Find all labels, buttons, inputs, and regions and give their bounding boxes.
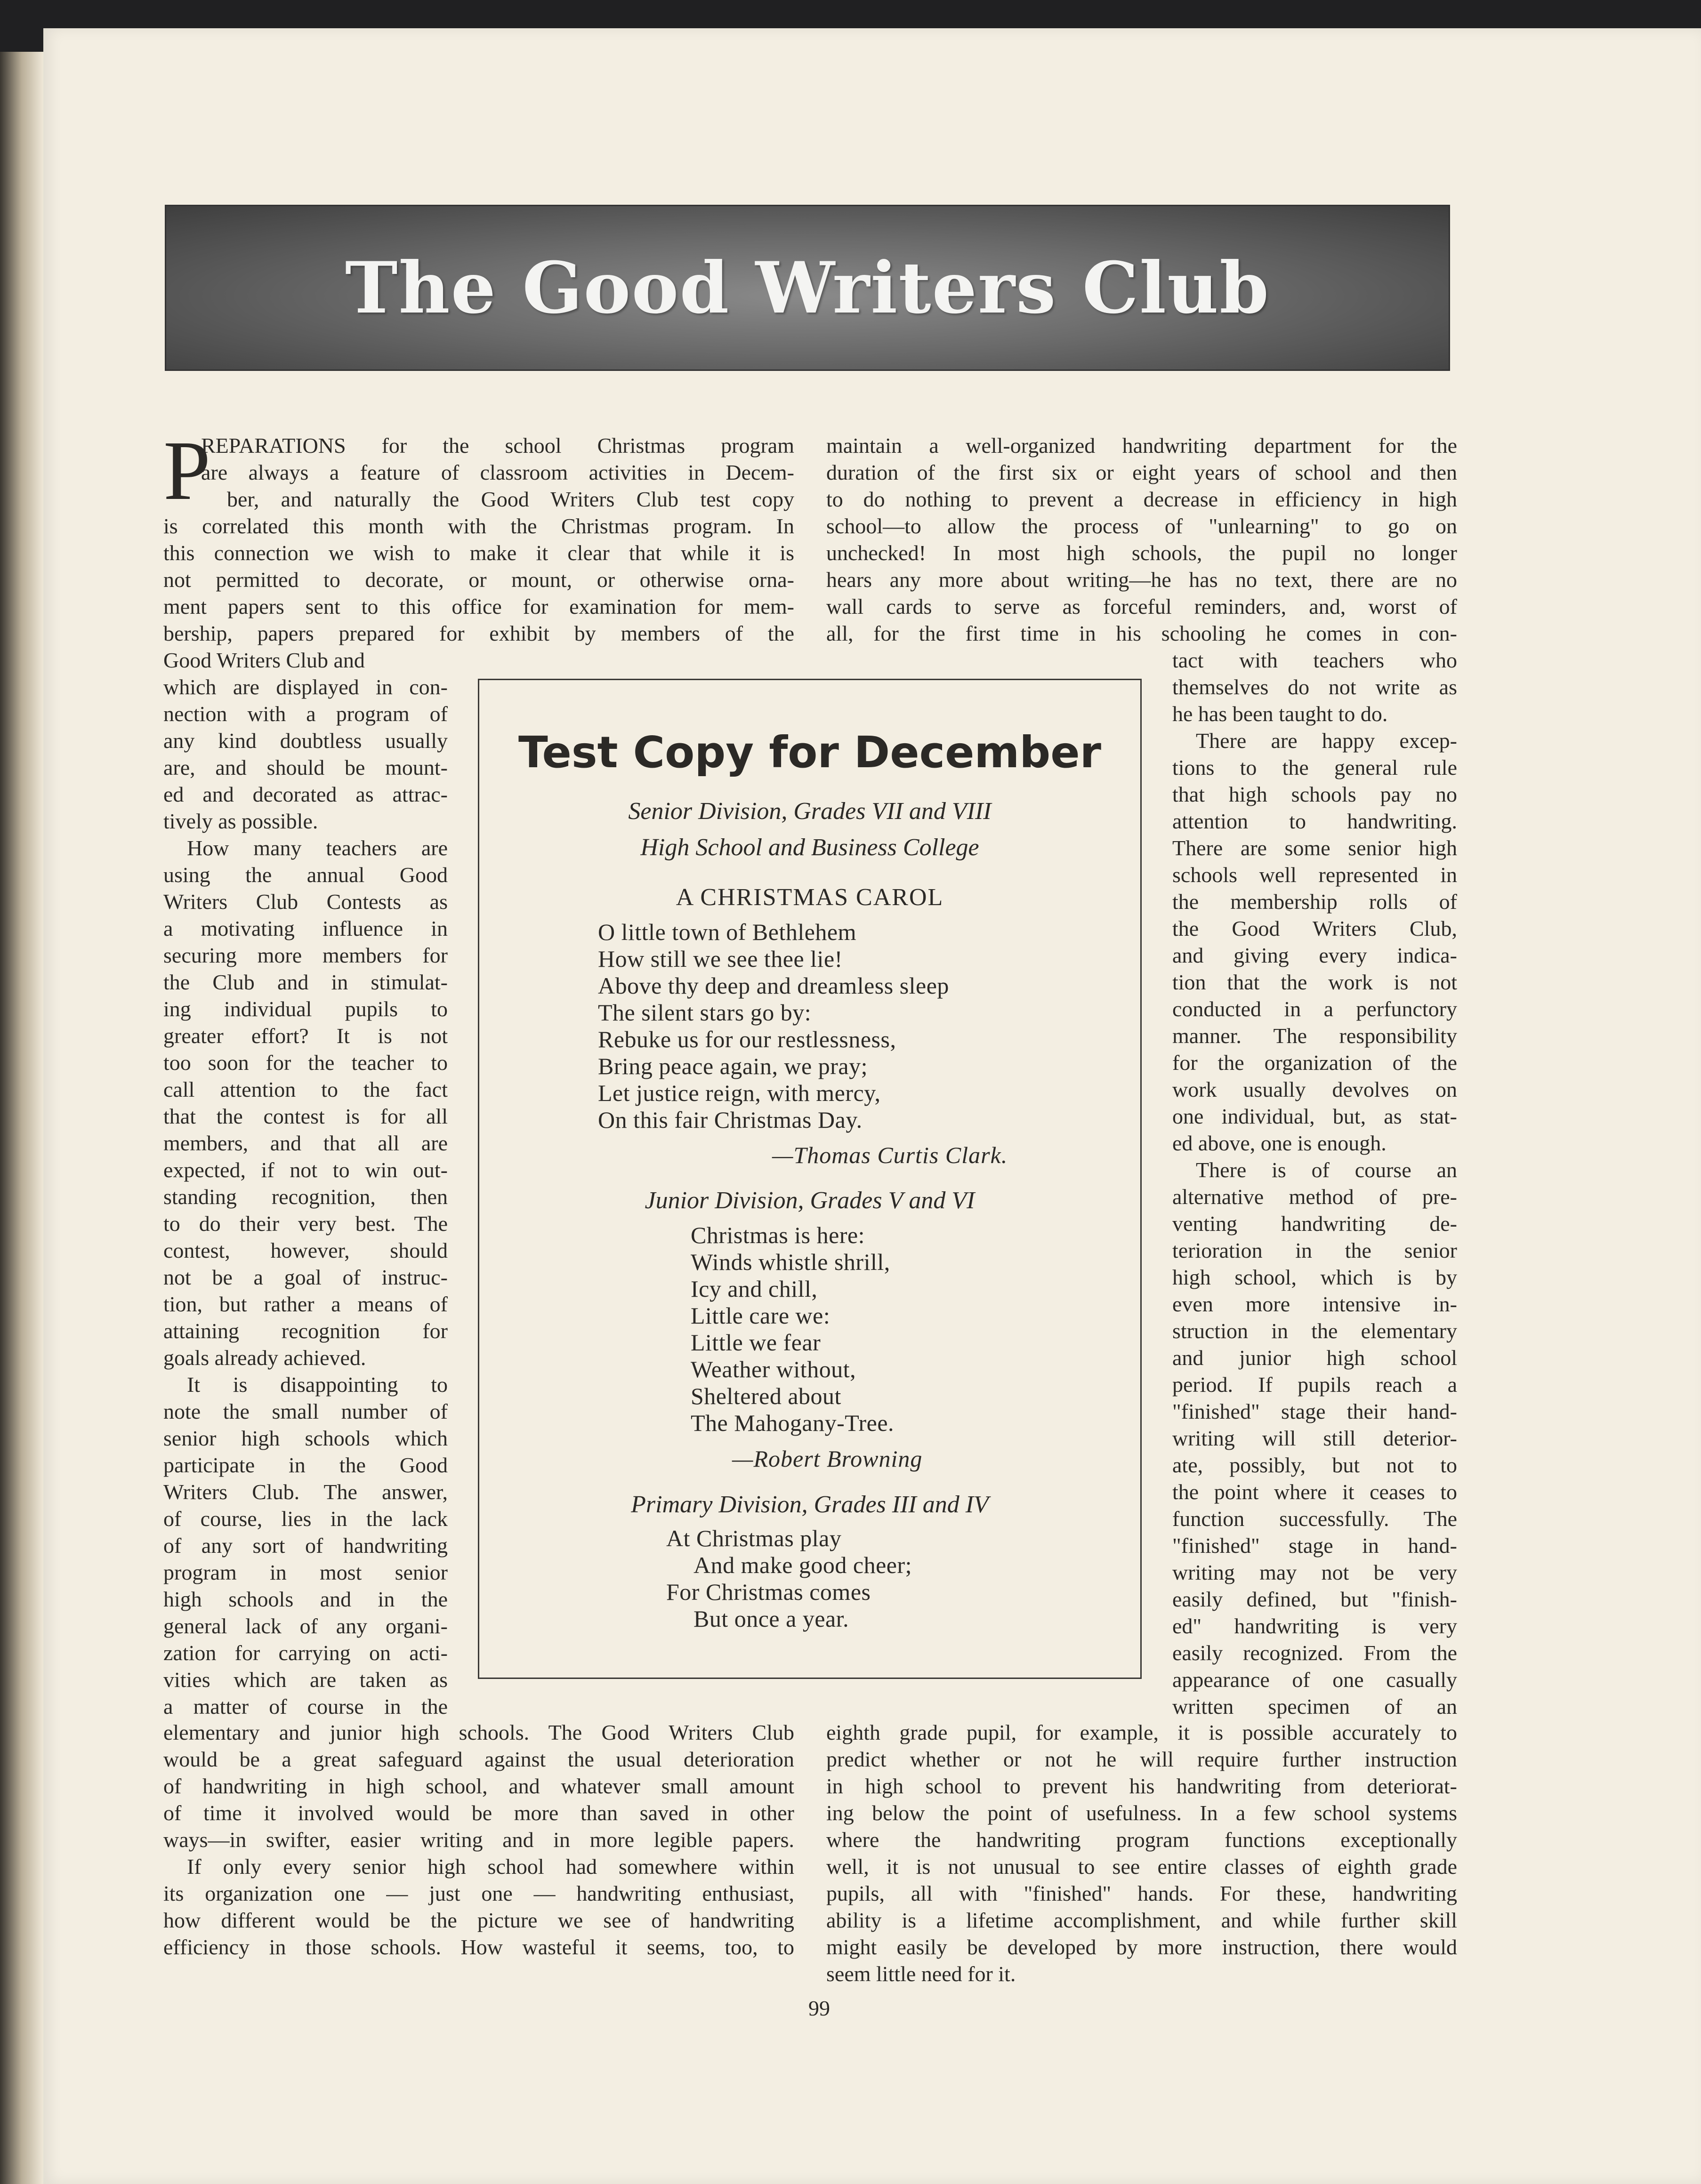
text-line: hears any more about writing—he has no text, there are no	[826, 568, 1457, 592]
text-line: its organization one — just one — handwriting enthusiast,	[163, 1881, 794, 1905]
text-line: ing individual pupils to	[163, 997, 448, 1021]
text-line: securing more members for	[163, 943, 448, 967]
text-line: struction in the elementary	[1172, 1319, 1457, 1343]
text-line: standing recognition, then	[163, 1185, 448, 1209]
text-line: the point where it ceases to	[1172, 1480, 1457, 1504]
drop-cap: P	[163, 424, 211, 517]
text-line: bership, papers prepared for exhibit by members of the	[163, 621, 794, 645]
poem-line: Little we fear	[691, 1329, 821, 1356]
test-copy-title: Test Copy for December	[518, 727, 1102, 778]
text-line: a motivating influence in	[163, 916, 448, 940]
text-line: ber, and naturally the Good Writers Club test copy	[227, 487, 794, 511]
text-line: ways—in swifter, easier writing and in more legible papers.	[163, 1828, 794, 1852]
text-line: work usually devolves on	[1172, 1077, 1457, 1101]
text-line: Writers Club Contests as	[163, 890, 448, 914]
carol-poem	[598, 919, 949, 1133]
text-line: predict whether or not he will require further instruction	[826, 1747, 1457, 1771]
text-line: might easily be developed by more instruction, there would	[826, 1935, 1457, 1959]
text-line: to do nothing to prevent a decrease in efficiency in high	[826, 487, 1457, 511]
text-line: one individual, but, as stat-	[1172, 1104, 1457, 1128]
text-line: ed above, one is enough.	[1172, 1131, 1387, 1155]
text-line: program in most senior	[163, 1560, 448, 1584]
text-line: attaining recognition for	[163, 1319, 448, 1343]
poem-line: Christmas is here:	[691, 1222, 865, 1248]
senior-division-subheading: High School and Business College	[640, 834, 979, 861]
text-line: participate in the Good	[163, 1453, 448, 1477]
junior-author: —Robert Browning	[732, 1445, 923, 1472]
text-line: alternative method of pre-	[1172, 1185, 1457, 1209]
text-line: schools well represented in	[1172, 863, 1457, 887]
poem-line: The Mahogany-Tree.	[691, 1410, 895, 1436]
text-line: high schools and in the	[163, 1587, 448, 1611]
text-line: There are happy excep-	[1196, 729, 1457, 753]
text-line: There is of course an	[1196, 1158, 1457, 1182]
text-line: using the annual Good	[163, 863, 448, 887]
text-line: would be a great safeguard against the usual deterioration	[163, 1747, 794, 1771]
poem-line: And make good cheer;	[693, 1552, 912, 1578]
text-line: of any sort of handwriting	[163, 1534, 448, 1558]
text-line: zation for carrying on acti-	[163, 1641, 448, 1665]
text-line: REPARATIONS for the school Christmas program	[201, 434, 794, 458]
text-line: how different would be the picture we see of handwriting	[163, 1908, 794, 1932]
poem-line: Weather without,	[691, 1356, 856, 1382]
text-line: all, for the first time in his schooling he comes in con-	[826, 621, 1457, 645]
text-line: of time it involved would be more than saved in other	[163, 1801, 794, 1825]
text-line: period. If pupils reach a	[1172, 1373, 1457, 1397]
col2-top-text	[826, 432, 1457, 647]
junior-poem	[691, 1222, 894, 1437]
text-line: well, it is not unusual to see entire classes of eighth grade	[826, 1855, 1457, 1879]
poem-line: On this fair Christmas Day.	[598, 1107, 863, 1133]
text-line: to do their very best. The	[163, 1212, 448, 1236]
poem-line: Bring peace again, we pray;	[598, 1053, 868, 1079]
text-line: ate, possibly, but not to	[1172, 1453, 1457, 1477]
text-line: manner. The responsibility	[1172, 1024, 1457, 1048]
text-line: Good Writers Club and	[163, 648, 365, 672]
text-line: duration of the first six or eight years of school and then	[826, 460, 1457, 484]
text-line: even more intensive in-	[1172, 1292, 1457, 1316]
text-line: writing may not be very	[1172, 1560, 1457, 1584]
text-line: note the small number of	[163, 1399, 448, 1423]
text-line: tact with teachers who	[1172, 648, 1457, 672]
poem-line: Little care we:	[691, 1302, 830, 1329]
text-line: any kind doubtless usually	[163, 729, 448, 753]
text-line: writing will still deterior-	[1172, 1426, 1457, 1450]
text-line: conducted in a perfunctory	[1172, 997, 1457, 1021]
text-line: function successfully. The	[1172, 1507, 1457, 1531]
text-line: the Club and in stimulat-	[163, 970, 448, 994]
text-line: where the handwriting program functions exceptionally	[826, 1828, 1457, 1852]
poem-line: Rebuke us for our restlessness,	[598, 1026, 896, 1052]
junior-division-heading: Junior Division, Grades V and VI	[645, 1187, 975, 1214]
text-line: the membership rolls of	[1172, 890, 1457, 914]
text-line: attention to handwriting.	[1172, 809, 1457, 833]
text-line: easily defined, but "finish-	[1172, 1587, 1457, 1611]
text-line: ed and decorated as attrac-	[163, 782, 448, 806]
text-line: not permitted to decorate, or mount, or otherwise orna-	[163, 568, 794, 592]
text-line: a matter of course in the	[163, 1694, 448, 1718]
text-line: of handwriting in high school, and whatever small amount	[163, 1774, 794, 1798]
text-line: It is disappointing to	[187, 1373, 448, 1397]
primary-division-heading: Primary Division, Grades III and IV	[631, 1491, 989, 1518]
text-line: maintain a well-organized handwriting department for the	[826, 434, 1457, 458]
primary-poem	[666, 1525, 912, 1632]
header-banner	[165, 205, 1450, 371]
poem-line: Let justice reign, with mercy,	[598, 1080, 881, 1106]
text-line: contest, however, should	[163, 1238, 448, 1262]
poem-line: Winds whistle shrill,	[691, 1249, 890, 1275]
text-line: terioration in the senior	[1172, 1238, 1457, 1262]
poem-line: O little town of Bethlehem	[598, 919, 857, 945]
text-line: nection with a program of	[163, 702, 448, 726]
text-line: tively as possible.	[163, 809, 318, 833]
text-line: that the contest is for all	[163, 1104, 448, 1128]
text-line: goals already achieved.	[163, 1346, 366, 1370]
senior-division-heading: Senior Division, Grades VII and VIII	[628, 798, 992, 825]
text-line: general lack of any organi-	[163, 1614, 448, 1638]
text-line: are, and should be mount-	[163, 755, 448, 779]
text-line: is correlated this month with the Christmas program. In	[163, 514, 794, 538]
text-line: How many teachers are	[187, 836, 448, 860]
text-line: appearance of one casually	[1172, 1668, 1457, 1692]
book-spine	[0, 52, 43, 2184]
text-line: for the organization of the	[1172, 1051, 1457, 1075]
text-line: are always a feature of classroom activities in Decem-	[201, 460, 794, 484]
text-line: efficiency in those schools. How wasteful it seems, too, to	[163, 1935, 794, 1959]
text-line: tions to the general rule	[1172, 755, 1457, 779]
carol-author: —Thomas Curtis Clark.	[772, 1142, 1008, 1168]
text-line: ability is a lifetime accomplishment, and while further skill	[826, 1908, 1457, 1932]
carol-title: A CHRISTMAS CAROL	[676, 884, 944, 911]
text-line: wall cards to serve as forceful reminders, and, worst of	[826, 594, 1457, 618]
page-number: 99	[808, 1996, 830, 2020]
text-line: call attention to the fact	[163, 1077, 448, 1101]
text-line: which are displayed in con-	[163, 675, 448, 699]
text-line: There are some senior high	[1172, 836, 1457, 860]
text-line: eighth grade pupil, for example, it is possible accurately to	[826, 1720, 1457, 1744]
page-title: The Good Writers Club	[345, 246, 1270, 329]
col1-narrow-text	[163, 647, 448, 1720]
text-line: tion, but rather a means of	[163, 1292, 448, 1316]
poem-line: Above thy deep and dreamless sleep	[598, 972, 949, 999]
text-line: senior high schools which	[163, 1426, 448, 1450]
text-line: seem little need for it.	[826, 1962, 1016, 1986]
poem-line: Icy and chill,	[691, 1276, 818, 1302]
text-line: expected, if not to win out-	[163, 1158, 448, 1182]
text-line: the Good Writers Club,	[1172, 916, 1457, 940]
text-line: venting handwriting de-	[1172, 1212, 1457, 1236]
text-line: tion that the work is not	[1172, 970, 1457, 994]
text-line: this connection we wish to make it clear that while it is	[163, 541, 794, 565]
text-line: that high schools pay no	[1172, 782, 1457, 806]
text-line: high school, which is by	[1172, 1265, 1457, 1289]
col1-bottom-text	[163, 1719, 794, 1960]
text-line: in high school to prevent his handwriting from deteriorat-	[826, 1774, 1457, 1798]
col2-bottom-text	[826, 1719, 1457, 1987]
text-line: easily recognized. From the	[1172, 1641, 1457, 1665]
text-line: themselves do not write as	[1172, 675, 1457, 699]
poem-line: For Christmas comes	[666, 1579, 871, 1605]
text-line: ed" handwriting is very	[1172, 1614, 1457, 1638]
text-line: he has been taught to do.	[1172, 702, 1388, 726]
text-line: pupils, all with "finished" hands. For these, handwriting	[826, 1881, 1457, 1905]
text-line: ment papers sent to this office for examination for mem-	[163, 594, 794, 618]
text-line: "finished" stage in hand-	[1172, 1534, 1457, 1558]
text-line: Writers Club. The answer,	[163, 1480, 448, 1504]
poem-line: How still we see thee lie!	[598, 946, 843, 972]
col2-narrow-text	[1172, 647, 1457, 1720]
text-line: greater effort? It is not	[163, 1024, 448, 1048]
text-line: If only every senior high school had somewhere within	[187, 1855, 794, 1879]
text-line: unchecked! In most high schools, the pupil no longer	[826, 541, 1457, 565]
text-line: elementary and junior high schools. The Good Writers Club	[163, 1720, 794, 1744]
text-line: of course, lies in the lack	[163, 1507, 448, 1531]
text-line: and junior high school	[1172, 1346, 1457, 1370]
col1-top-text	[163, 424, 794, 647]
poem-line: But once a year.	[693, 1606, 849, 1632]
text-line: "finished" stage their hand-	[1172, 1399, 1457, 1423]
text-line: members, and that all are	[163, 1131, 448, 1155]
text-line: vities which are taken as	[163, 1668, 448, 1692]
text-line: school—to allow the process of "unlearning" to go on	[826, 514, 1457, 538]
poem-line: Sheltered about	[691, 1383, 841, 1409]
text-line: ing below the point of usefulness. In a few school systems	[826, 1801, 1457, 1825]
text-line: not be a goal of instruc-	[163, 1265, 448, 1289]
text-line: too soon for the teacher to	[163, 1051, 448, 1075]
text-line: written specimen of an	[1172, 1694, 1457, 1718]
text-line: and giving every indica-	[1172, 943, 1457, 967]
poem-line: At Christmas play	[666, 1525, 842, 1551]
poem-line: The silent stars go by:	[598, 999, 812, 1026]
